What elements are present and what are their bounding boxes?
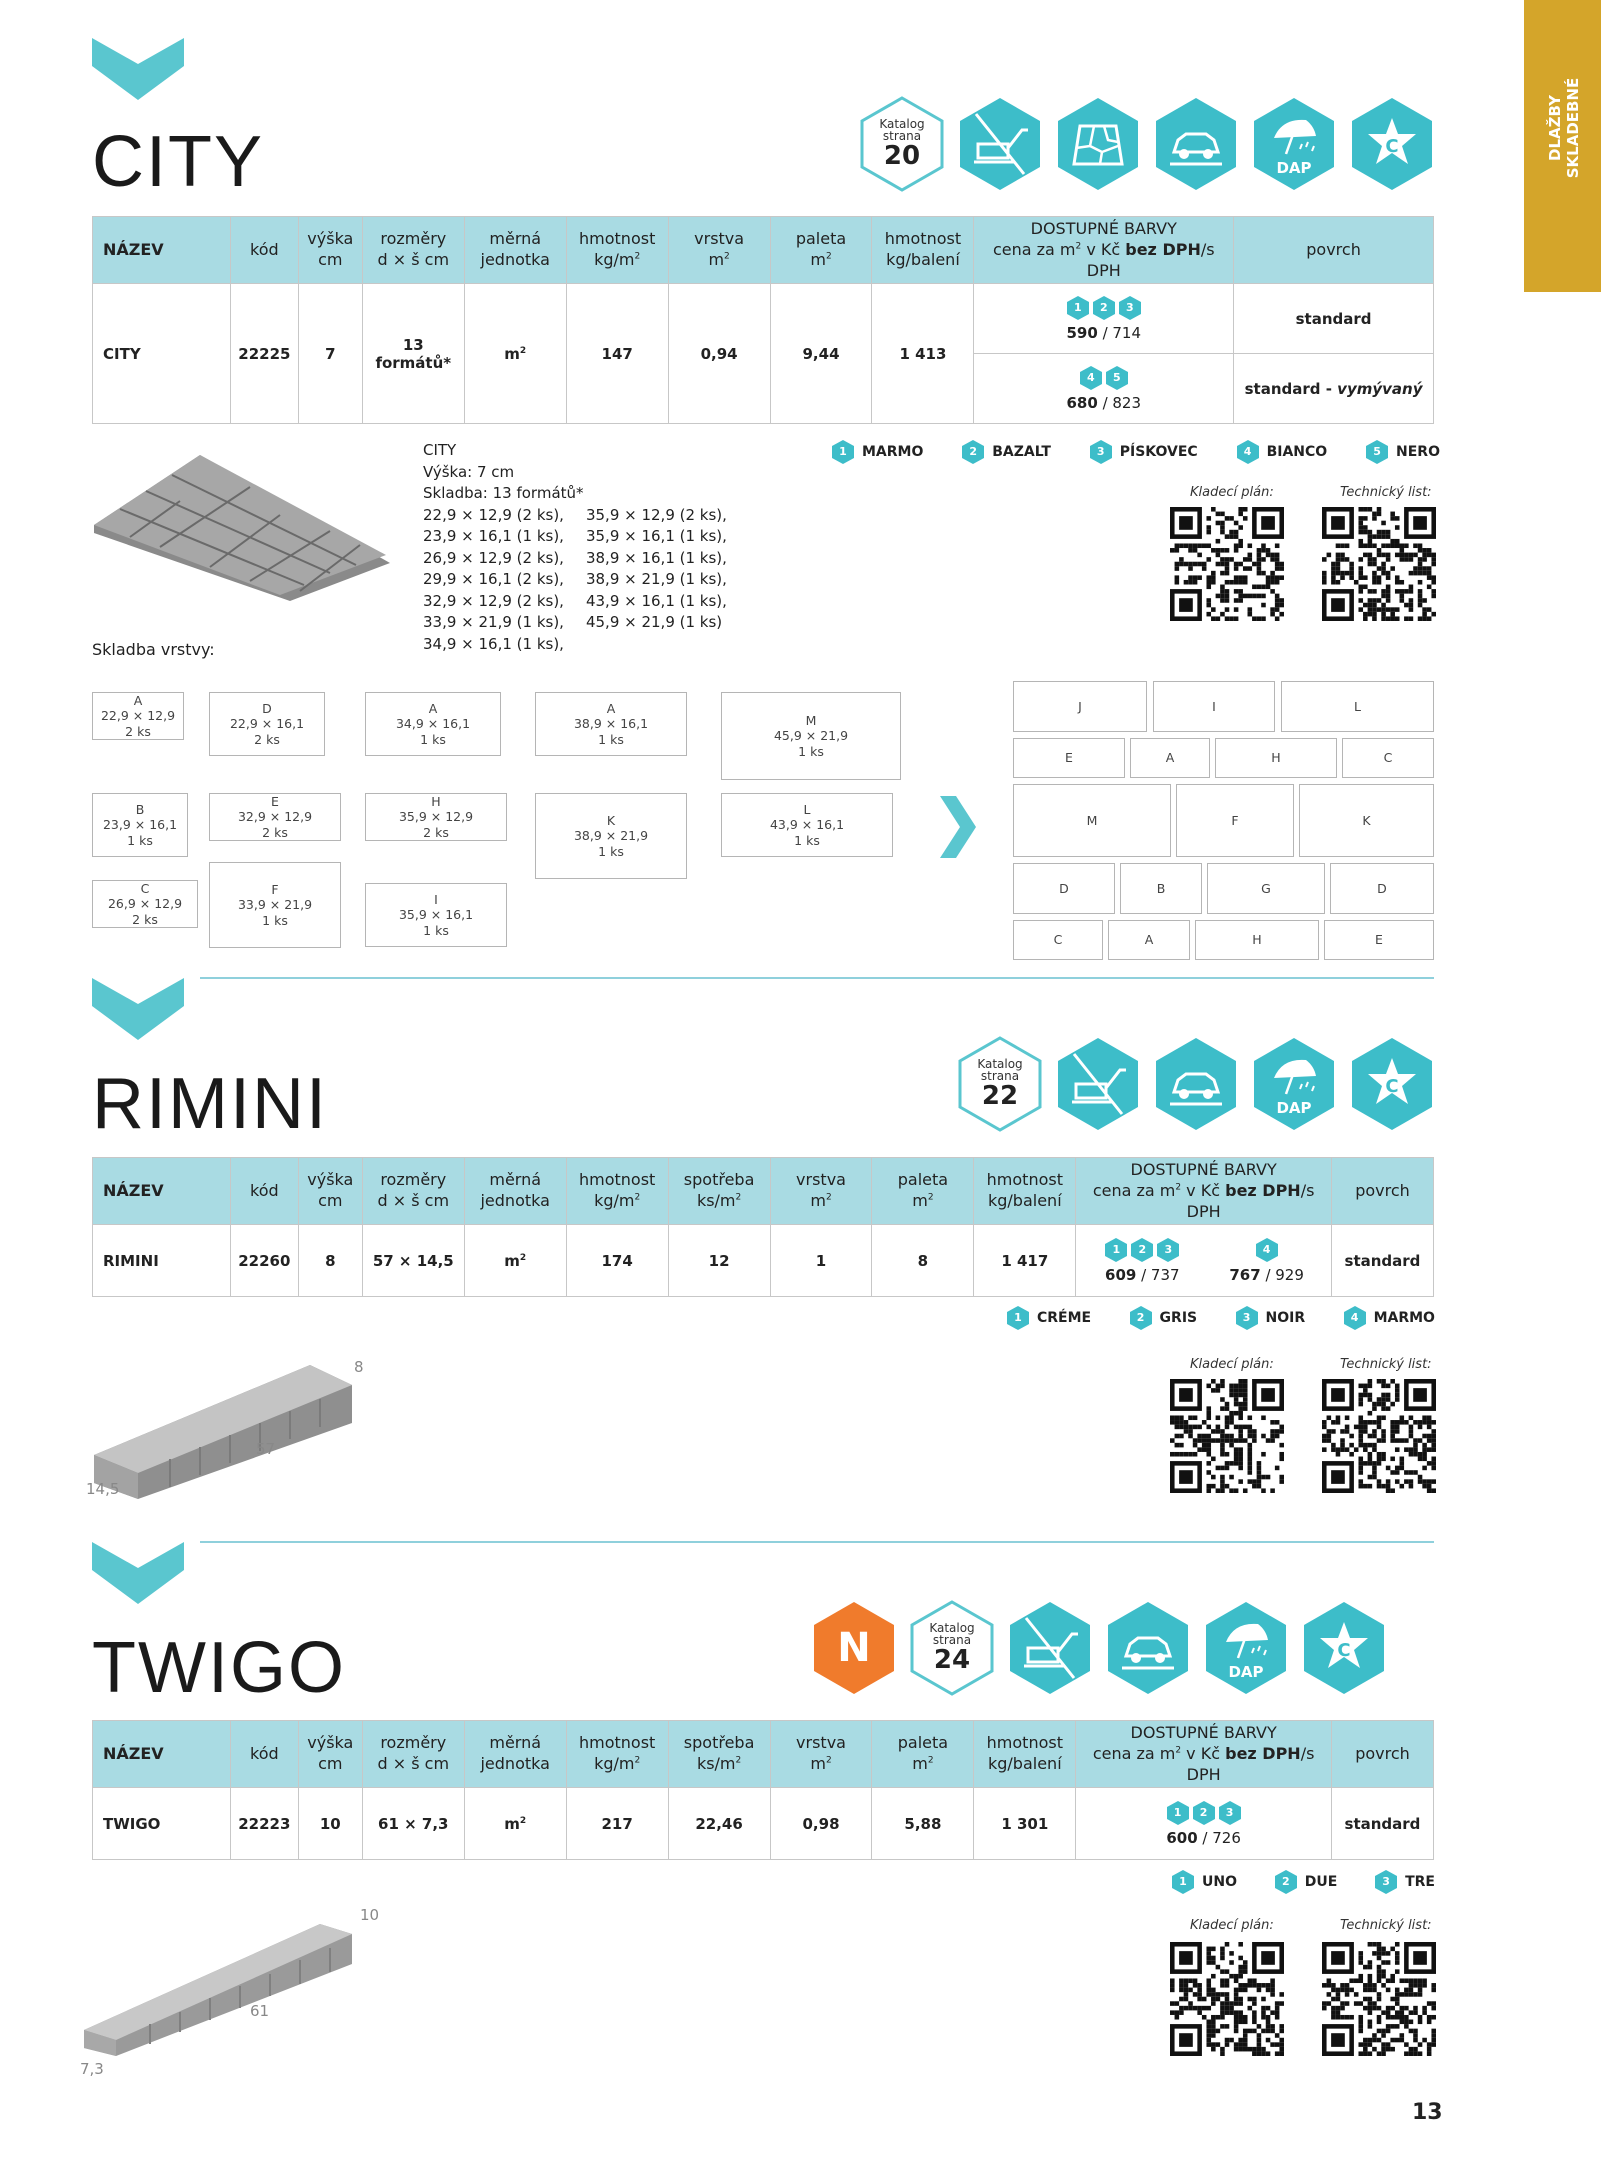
format-cell: H 35,9 × 12,9 2 ks [365,793,507,841]
rimini-paver-image [90,1345,360,1505]
qr-code-plan[interactable] [1170,1942,1284,2056]
header-vyska: výška cm [298,217,362,284]
layout-cell: E [1324,920,1434,960]
qr-label-tech: Technický list: [1340,1918,1432,1933]
qr-label-tech: Technický list: [1340,1357,1432,1372]
feature-icons-rimini [958,1036,1434,1132]
section-divider [200,1541,1434,1543]
format-cell: F 33,9 × 21,9 1 ks [209,862,341,948]
c-star-icon: C [1350,1036,1434,1132]
catalog-page-badge[interactable]: Katalog strana 22 [958,1036,1042,1132]
rimini-spec-table: NÁZEV kód výška cm rozměry d × š cm měrná jednotka hmotnost $kg/m^2$ spotřeba $ks/m^2$ vrstva $m^2$ paleta $m^2$ hmotnost kg/balení DOSTUPNÉ BARVY cena za $m^2$ v Kč bez DPH/s DPH povrch RIMINI 22260 8 57 × 14,5 $m^2$ 174 12 1 8 1 417 1 2 3 609 / 737 4 767 / 929 standard [92,1157,1434,1297]
format-cell: I 35,9 × 16,1 1 ks [365,883,507,947]
qr-code-tech[interactable] [1322,1942,1436,2056]
header-rozmery: rozměry d × š cm [362,217,464,284]
price-cell: 1 2 3 609 / 737 4 767 / 929 [1076,1225,1332,1297]
page-title-rimini: RIMINI [92,1064,328,1144]
format-cell: B 23,9 × 16,1 1 ks [92,793,188,857]
qr-label-plan: Kladecí plán: [1190,485,1274,500]
layout-cell: M [1013,784,1171,857]
header-merna: měrná jednotka [464,217,566,284]
car-icon [1154,96,1238,192]
chevron-right-icon [940,796,976,858]
layout-cell: C [1342,738,1434,778]
chevron-down-icon [92,1542,184,1604]
layout-cell: H [1215,738,1337,778]
layout-cell: D [1330,863,1434,914]
side-tab[interactable] [1524,0,1601,292]
format-cell: M 45,9 × 21,9 1 ks [721,692,901,780]
layout-cell: L [1281,681,1434,732]
color-badge-2: 2 [1093,296,1115,320]
dim-height: 8 [354,1358,364,1376]
header-vrstva: vrstva $m^2$ [668,217,770,284]
legend-item: 1 UNO [1170,1870,1237,1894]
chevron-down-icon [92,978,184,1040]
dim-width: 7,3 [80,2060,104,2078]
table-row: TWIGO 22223 10 61 × 7,3 $m^2$ 217 22,46 0,98 5,88 1 301 1 2 3 600 / 726 standard [93,1788,1434,1860]
header-nazev: NÁZEV [93,217,231,284]
table-row: 4 5 680 / 823 standard - vymývaný [93,354,1434,424]
compactor-icon [1008,1600,1092,1696]
page-number: 13 [1412,2100,1443,2125]
c-star-icon: C [1302,1600,1386,1696]
qr-code-tech[interactable] [1322,507,1436,621]
legend-item: 5 NERO [1364,440,1440,464]
legend-item: 2 DUE [1273,1870,1338,1894]
header-barvy: DOSTUPNÉ BARVY cena za $m^2$ v Kč bez DPH/s DPH [974,217,1234,284]
color-badge-3: 3 [1119,296,1141,320]
twigo-color-legend [1170,1870,1435,1894]
header-paleta: paleta $m^2$ [770,217,872,284]
section-divider [200,977,1434,979]
layout-cell: F [1176,784,1294,857]
format-cell: L 43,9 × 16,1 1 ks [721,793,893,857]
legend-item: 1 CRÉME [1005,1306,1091,1330]
car-icon [1154,1036,1238,1132]
side-tab-label: DLAŽBY SKLADEBNÉ [1546,77,1582,179]
layout-cell: C [1013,920,1103,960]
layout-cell: I [1153,681,1275,732]
new-badge: N [812,1600,896,1696]
rimini-color-legend [1005,1306,1435,1330]
legend-item: 1 MARMO [830,440,923,464]
format-cell: A 38,9 × 16,1 1 ks [535,692,687,756]
feature-icons-twigo [812,1600,1386,1696]
header-hmotnost-baleni: hmotnost kg/balení [872,217,974,284]
city-spec-text: CITY Výška: 7 cm Skladba: 13 formátů* 22,9 × 12,9 (2 ks), 23,9 × 16,1 (1 ks), 26,9 × 12,9 (2 ks), 29,9 × 16,1 (2 ks), 32,9 × 12,9 (2 ks), 33,9 × 21,9 (1 ks), 34,9 × 16,1 (1 ks), 35,9 × 12,9 (2 ks), 35,9 × 16,1 (1 ks), 38,9 × 16,1 (1 ks), 38,9 × 21,9 (1 ks), 43,9 × 16,1 (1 ks), 45,9 × 21,9 (1 ks) [423,441,727,653]
layout-cell: K [1299,784,1434,857]
layout-cell: A [1108,920,1190,960]
color-badge-4: 4 [1080,366,1102,390]
qr-label-tech: Technický list: [1340,485,1432,500]
table-row: RIMINI 22260 8 57 × 14,5 $m^2$ 174 12 1 8 1 417 1 2 3 609 / 737 4 767 / 929 standard [93,1225,1434,1297]
layout-cell: E [1013,738,1125,778]
layout-cell: G [1207,863,1325,914]
format-cell: E 32,9 × 12,9 2 ks [209,793,341,841]
dim-length: 57 [256,1440,276,1458]
compactor-icon [958,96,1042,192]
qr-code-tech[interactable] [1322,1379,1436,1493]
format-cell: K 38,9 × 21,9 1 ks [535,793,687,879]
price-cell: 4 5 680 / 823 [974,354,1234,424]
layout-cell: A [1130,738,1210,778]
legend-item: 3 PÍSKOVEC [1088,440,1198,464]
qr-label-plan: Kladecí plán: [1190,1918,1274,1933]
price-cell: 1 2 3 600 / 726 [1076,1788,1332,1860]
stone-pattern-icon [1056,96,1140,192]
qr-label-plan: Kladecí plán: [1190,1357,1274,1372]
layout-cell: B [1120,863,1202,914]
color-badge-5: 5 [1106,366,1128,390]
dim-width: 14,5 [86,1480,120,1498]
city-spec-table [92,216,1434,424]
city-color-legend [830,440,1440,464]
twigo-spec-table: NÁZEV kód výška cm rozměry d × š cm měrná jednotka hmotnost $kg/m^2$ spotřeba $ks/m^2$ vrstva $m^2$ paleta $m^2$ hmotnost kg/balení DOSTUPNÉ BARVY cena za $m^2$ v Kč bez DPH/s DPH povrch TWIGO 22223 10 61 × 7,3 $m^2$ 217 22,46 0,98 5,88 1 301 1 2 3 600 / 726 standard [92,1720,1434,1860]
price-cell: 1 2 3 590 / 714 [974,284,1234,354]
skladba-label: Skladba vrstvy: [92,640,215,659]
page-title-city: CITY [92,122,265,202]
qr-code-plan[interactable] [1170,1379,1284,1493]
catalog-page-badge[interactable]: Katalog strana 20 [860,96,944,192]
layout-cell: D [1013,863,1115,914]
umbrella-dap-icon: DAP [1204,1600,1288,1696]
layout-cell: J [1013,681,1147,732]
legend-item: 2 GRIS [1128,1306,1198,1330]
header-povrch: povrch [1234,217,1434,284]
legend-item: 4 BIANCO [1235,440,1328,464]
color-badge-1: 1 [1067,296,1089,320]
page-title-twigo: TWIGO [92,1628,346,1708]
twigo-paver-image [80,1900,360,2060]
table-row: CITY 22225 7 13 formátů* $m^2$ 147 0,94 9,44 1 413 1 2 3 590 / 714 standard [93,284,1434,354]
header-hmotnost: hmotnost $kg/m^2$ [566,217,668,284]
legend-item: 2 BAZALT [960,440,1051,464]
legend-item: 4 MARMO [1342,1306,1435,1330]
catalog-page-badge[interactable]: Katalog strana 24 [910,1600,994,1696]
c-star-icon: C [1350,96,1434,192]
umbrella-dap-icon: DAP [1252,1036,1336,1132]
format-cell: A 34,9 × 16,1 1 ks [365,692,501,756]
format-cell: C 26,9 × 12,9 2 ks [92,880,198,928]
feature-icons-city [860,96,1434,192]
chevron-down-icon [92,38,184,100]
umbrella-dap-icon: DAP [1252,96,1336,192]
header-kod: kód [230,217,298,284]
layout-cell: H [1195,920,1319,960]
format-cell: A 22,9 × 12,9 2 ks [92,692,184,740]
format-cell: D 22,9 × 16,1 2 ks [209,692,325,756]
dim-height: 10 [360,1906,380,1924]
qr-code-plan[interactable] [1170,507,1284,621]
dim-length: 61 [250,2002,270,2020]
car-icon [1106,1600,1190,1696]
legend-item: 3 TRE [1373,1870,1435,1894]
compactor-icon [1056,1036,1140,1132]
legend-item: 3 NOIR [1234,1306,1306,1330]
city-paver-image [90,445,390,605]
